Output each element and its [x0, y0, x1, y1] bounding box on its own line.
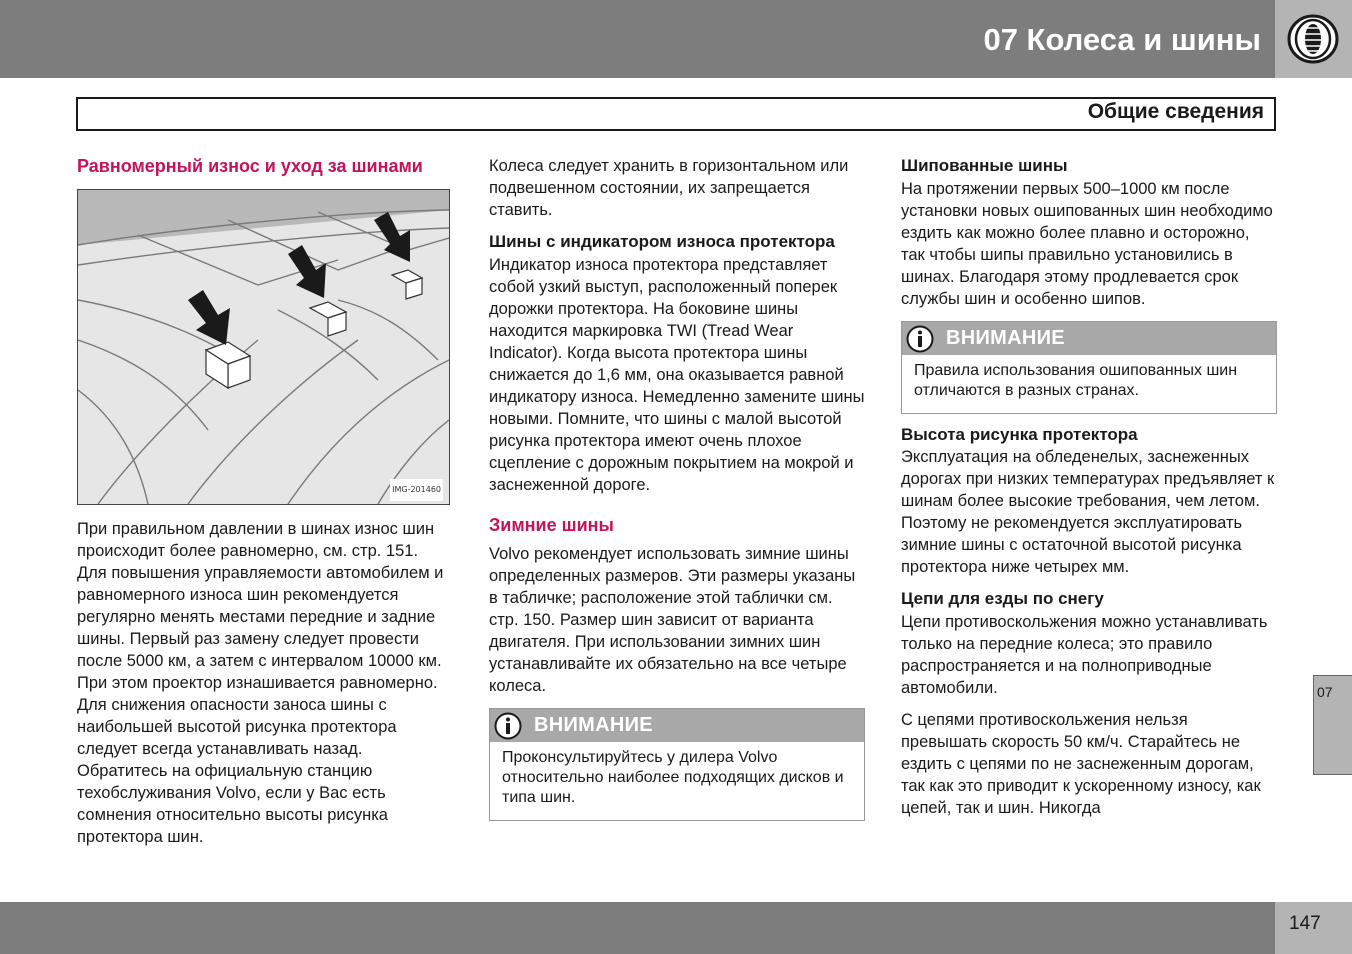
- storage-text: Колеса следует хранить в горизонтальном или подвешенном состоянии, их запрещается ставить.: [489, 157, 849, 219]
- snow-chains-text-1: Цепи противоскольжения можно устанавливать только на передние колеса; это правило распространяется и на полноприводные автомобили.: [901, 612, 1268, 697]
- figure-id: IMG-201460: [390, 479, 443, 501]
- section-title-box: [76, 97, 1276, 131]
- twi-text: Индикатор износа протектора представляет собой узкий выступ, расположенный поперек дорожки протектора. На боковине шины находится маркировка TWI (Tread Wear Indicator). Когда высота протектора шины снижается до 1,6 мм, она оказывается равной индикатору износа. Немедленно замените шины новыми. Помните, что шины с малой высотой рисунка протектора имеют очень плохое сцепление с дорожным покрытием на мокрой и заснеженной дороге.: [489, 255, 865, 494]
- warning-box-studded: [901, 321, 1277, 414]
- warning-text: Правила использования ошипованных шин отличаются в разных странах.: [914, 361, 1238, 399]
- column-2: [489, 155, 865, 821]
- heading-twi: Шины с индикатором износа протектора: [489, 232, 835, 251]
- section-title: Общие сведения: [1087, 100, 1264, 123]
- heading-tread-depth: Высота рисунка протектора: [901, 424, 1138, 444]
- info-icon: [905, 325, 935, 353]
- heading-studded-tires: Шипованные шины: [901, 156, 1068, 175]
- heading-winter-tires: Зимние шины: [489, 514, 614, 535]
- warning-header: [902, 322, 1276, 355]
- page-footer: [0, 902, 1275, 954]
- column-3: [901, 155, 1277, 819]
- heading-even-wear: Равномерный износ и уход за шинами: [77, 156, 423, 176]
- winter-text: Volvo рекомендует использовать зимние шины определенных размеров. Эти размеры указаны в табличке; расположение этой таблички см. стр. 150. Размер шин зависит от варианта двигателя. При использовании зимних шин устанавливайте их обязательно на все четыре колеса.: [489, 544, 856, 695]
- chapter-title: 07 Колеса и шины: [983, 22, 1261, 57]
- warning-header: [490, 709, 864, 742]
- side-tab-label: 07: [1317, 684, 1333, 700]
- heading-snow-chains: Цепи для езды по снегу: [901, 589, 1104, 608]
- page-number: 147: [1289, 913, 1321, 934]
- even-wear-text: При правильном давлении в шинах износ шин происходит более равномерно, см. стр. 151. Для повышения управляемости автомобилем и равномерного износа шин рекомендуется регулярно менять местами передние и задние шины. Первый раз замену следует провести после 5000 км, а затем с интервалом 10000 км. При этом проектор изнашивается равномерно. Для снижения опасности заноса шины с наибольшей высотой рисунка протектора следует всегда устанавливать назад. Обратитесь на официальную станцию техобслуживания Volvo, если у Вас есть сомнения относительно высоты рисунка протектора шин.: [77, 520, 444, 846]
- warning-box-dealer: [489, 708, 865, 821]
- tread-depth-text: Эксплуатация на обледенелых, заснеженных дорогах при низких температурах предъявляет к шинам более высокие требования, чем летом. Поэтому не рекомендуется эксплуатировать зимние шины с остаточной высотой рисунка протектора ниже четырех мм.: [901, 448, 1275, 576]
- snow-chains-text-2: С цепями противоскольжения нельзя превышать скорость 50 км/ч. Старайтесь не ездить с цепями по не заснеженным дорогам, так как это приводит к ускоренному износу, как цепей, так и шин. Никогда: [901, 710, 1261, 817]
- warning-text: Проконсультируйтесь у дилера Volvo относительно наиболее подходящих дисков и типа шин.: [502, 748, 844, 806]
- chapter-header: [0, 0, 1275, 78]
- info-icon: [493, 712, 523, 740]
- column-1: [77, 155, 452, 848]
- warning-label: ВНИМАНИЕ: [946, 326, 1065, 349]
- tread-illustration: [78, 190, 449, 504]
- tread-wear-figure: [77, 189, 450, 505]
- tire-icon: [1287, 14, 1339, 64]
- studded-text: На протяжении первых 500–1000 км после установки новых ошипованных шин необходимо ездить как можно более плавно и осторожно, так чтобы шипы правильно установились в шинах. Благодаря этому продлевается срок службы шин и особенно шипов.: [901, 179, 1273, 308]
- warning-label: ВНИМАНИЕ: [534, 713, 653, 736]
- chapter-side-tab: [1313, 675, 1352, 775]
- page-number-box: [1275, 902, 1352, 954]
- chapter-icon-box: [1275, 0, 1352, 78]
